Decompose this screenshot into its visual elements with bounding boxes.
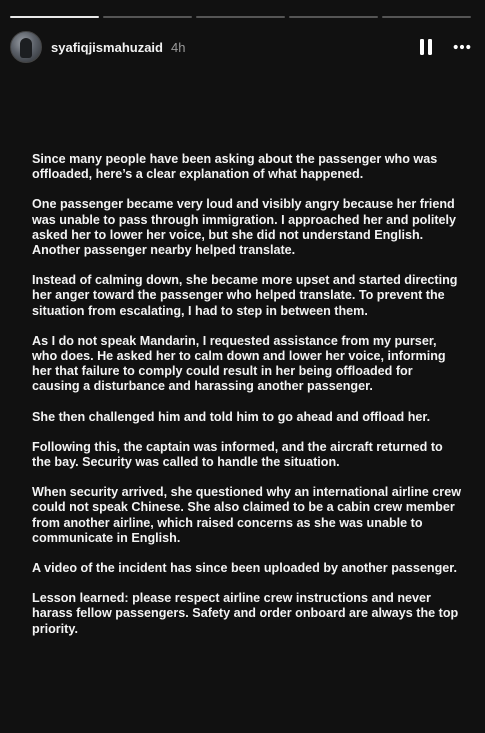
progress-segment-5 bbox=[382, 16, 471, 18]
story-text-block bbox=[32, 152, 462, 652]
more-options-button[interactable] bbox=[453, 38, 471, 56]
story-paragraph-1: Since many people have been asking about the passenger who was offloaded, here’s a clear explanation of what happened. bbox=[32, 152, 438, 182]
story-header bbox=[10, 30, 471, 64]
story-paragraph-4: As I do not speak Mandarin, I requested assistance from my purser, who does. He asked her to calm down and lower her voice, informing her that failure to comply could result in her being offloaded for causing a disturbance and harassing another passenger. bbox=[32, 333, 446, 394]
progress-segment-2 bbox=[103, 16, 192, 18]
story-progress-bar bbox=[10, 16, 471, 18]
more-icon bbox=[453, 44, 471, 50]
progress-segment-1 bbox=[10, 16, 99, 18]
story-paragraph-8: A video of the incident has since been uploaded by another passenger. bbox=[32, 561, 458, 576]
story-paragraph-7: When security arrived, she questioned why an international airline crew could not speak Chinese. She also claimed to be a cabin crew member from another airline, which raised concerns as she was unable to communicate in English. bbox=[32, 485, 462, 545]
pause-icon bbox=[419, 39, 433, 55]
progress-segment-4 bbox=[289, 16, 378, 18]
username[interactable]: syafiqjismahuzaid bbox=[51, 39, 163, 55]
story-paragraph-5: She then challenged him and told him to go ahead and offload her. bbox=[32, 409, 431, 424]
story-paragraph-2: One passenger became very loud and visibly angry because her friend was unable to pass through immigration. I approached her and politely asked her to lower her voice, but she did not understand English. Another passenger nearby helped translate. bbox=[32, 197, 457, 258]
pause-button[interactable] bbox=[417, 38, 435, 56]
story-paragraph-9: Lesson learned: please respect airline crew instructions and never harass fellow passengers. Safety and order onboard are always the top priority. bbox=[32, 591, 459, 636]
post-time: 4h bbox=[170, 39, 186, 55]
profile-avatar[interactable] bbox=[10, 31, 42, 63]
story-paragraph-6: Following this, the captain was informed, and the aircraft returned to the bay. Security was called to handle the situation. bbox=[32, 439, 443, 470]
story-controls bbox=[417, 38, 471, 56]
progress-segment-3 bbox=[196, 16, 285, 18]
story-paragraph-3: Instead of calming down, she became more upset and started directing her anger toward the passenger who helped translate. To prevent the situation from escalating, I had to step in between them. bbox=[32, 273, 458, 318]
